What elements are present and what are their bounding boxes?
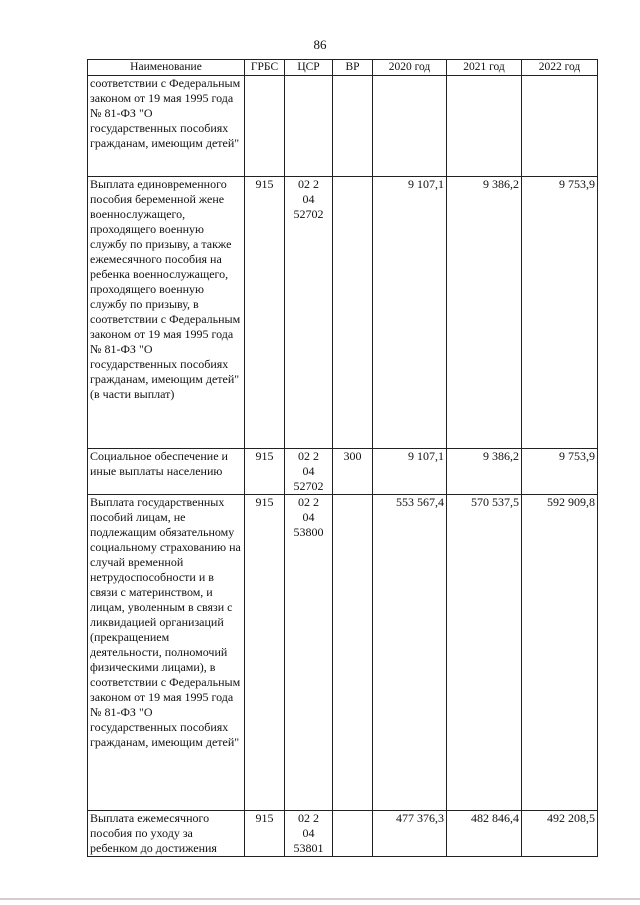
row-2020	[373, 76, 447, 177]
header-vr: ВР	[333, 60, 373, 76]
table-row	[88, 76, 598, 177]
header-2020: 2020 год	[373, 60, 447, 76]
row-grbs: 915	[245, 495, 285, 811]
csr-part: 52702	[293, 207, 324, 221]
row-2021: 482 846,4	[447, 811, 522, 857]
row-name: Выплата единовременного пособия беременной жене военнослужащего, проходящего военную службу по призыву, а также ежемесячного пособия на ребенка военнослужащего, проходящего военную службу по призыву, в соответствии с Федеральным законом от 19 мая 1995 года № 81-ФЗ "О государственных пособиях гражданам, имеющим детей" (в части выплат)	[88, 177, 245, 449]
csr-part: 02 2	[298, 495, 319, 509]
csr-part: 02 2	[298, 449, 319, 463]
row-grbs: 915	[245, 811, 285, 857]
header-2022: 2022 год	[522, 60, 598, 76]
row-csr	[285, 449, 333, 495]
row-2021: 9 386,2	[447, 177, 522, 449]
table-row	[88, 449, 598, 495]
row-2020: 553 567,4	[373, 495, 447, 811]
row-grbs: 915	[245, 449, 285, 495]
row-2022: 9 753,9	[522, 449, 598, 495]
table-header-row	[88, 60, 598, 76]
header-grbs: ГРБС	[245, 60, 285, 76]
row-vr	[333, 811, 373, 857]
row-vr	[333, 495, 373, 811]
row-csr	[285, 495, 333, 811]
row-grbs	[245, 76, 285, 177]
row-vr	[333, 76, 373, 177]
row-name: Выплата ежемесячного пособия по уходу за ребенком до достижения	[88, 811, 245, 857]
row-name: соответствии с Федеральным законом от 19 мая 1995 года № 81-ФЗ "О государственных пособиях гражданам, имеющим детей"	[88, 76, 245, 177]
csr-part: 04	[302, 826, 315, 840]
row-csr	[285, 811, 333, 857]
csr-part: 52702	[293, 479, 324, 493]
row-2021	[447, 76, 522, 177]
row-vr: 300	[333, 449, 373, 495]
scan-edge	[0, 898, 640, 900]
row-name: Выплата государственных пособий лицам, не подлежащим обязательному социальному страхованию на случай временной нетрудоспособности и в связи с материнством, и лицам, уволенным в связи с ликвидацией организаций (прекращением деятельности, полномочий физическими лицами), в соответствии с Федеральным законом от 19 мая 1995 года № 81-ФЗ "О государственных пособиях гражданам, имеющим детей"	[88, 495, 245, 811]
table-row	[88, 811, 598, 857]
csr-part: 04	[302, 510, 315, 524]
row-2022: 492 208,5	[522, 811, 598, 857]
csr-part: 53800	[293, 525, 324, 539]
page-number: 86	[313, 37, 327, 52]
header-csr: ЦСР	[285, 60, 333, 76]
table-row	[88, 495, 598, 811]
header-2021: 2021 год	[447, 60, 522, 76]
row-2020: 9 107,1	[373, 449, 447, 495]
row-vr	[333, 177, 373, 449]
budget-table	[87, 59, 598, 857]
csr-part: 04	[302, 464, 315, 478]
row-2020: 9 107,1	[373, 177, 447, 449]
row-2022	[522, 76, 598, 177]
header-name: Наименование	[88, 60, 245, 76]
row-csr	[285, 76, 333, 177]
row-2021: 570 537,5	[447, 495, 522, 811]
row-2020: 477 376,3	[373, 811, 447, 857]
csr-part: 53801	[293, 841, 324, 855]
row-2022: 592 909,8	[522, 495, 598, 811]
csr-part: 04	[302, 192, 315, 206]
csr-part: 02 2	[298, 177, 319, 191]
csr-part: 02 2	[298, 811, 319, 825]
row-csr	[285, 177, 333, 449]
row-2022: 9 753,9	[522, 177, 598, 449]
table-row	[88, 177, 598, 449]
row-grbs: 915	[245, 177, 285, 449]
row-name: Социальное обеспечение и иные выплаты населению	[88, 449, 245, 495]
row-2021: 9 386,2	[447, 449, 522, 495]
